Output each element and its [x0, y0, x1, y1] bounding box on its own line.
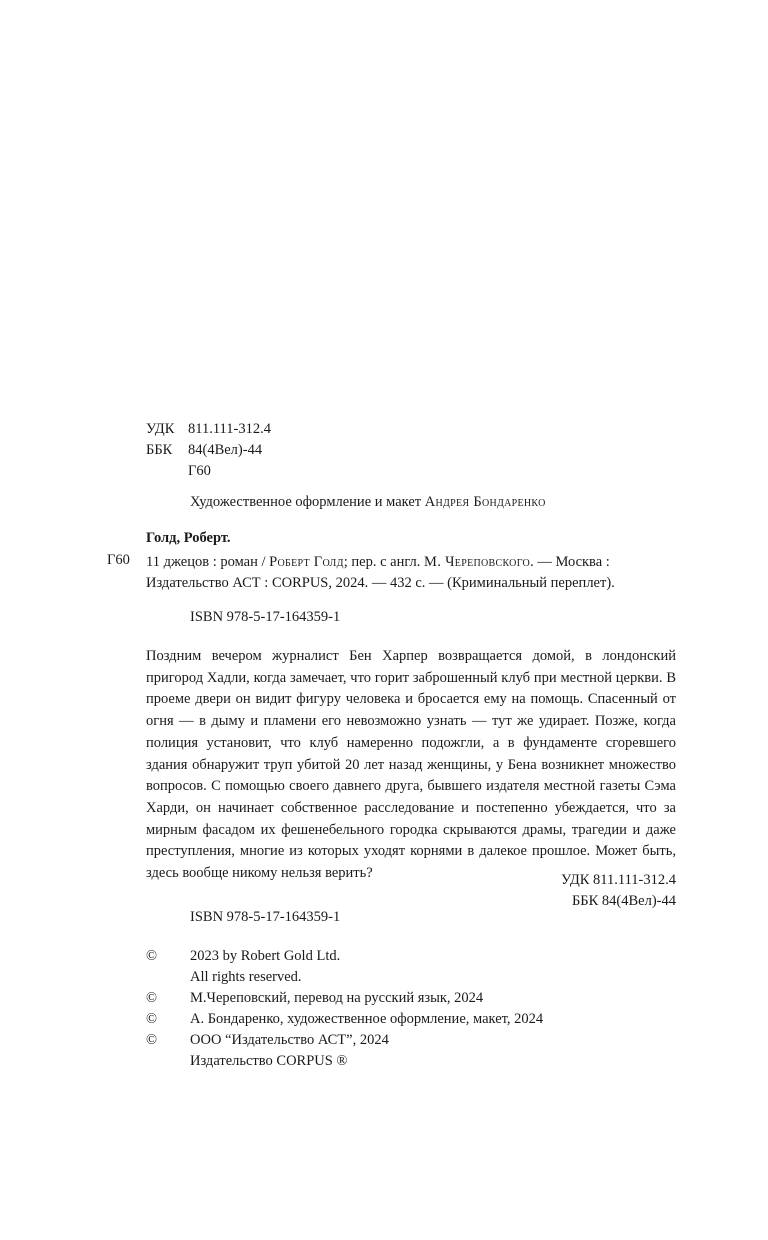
copyright-symbol: ©	[146, 1032, 158, 1048]
classification-block	[146, 419, 271, 482]
copyright-symbol: ©	[146, 1011, 158, 1027]
copyright-line	[146, 967, 543, 988]
udk-right: УДК 811.111-312.4	[561, 872, 676, 888]
copyright-text: М.Череповский, перевод на русский язык, 2024	[190, 990, 484, 1006]
isbn-bottom: ISBN 978-5-17-164359-1	[190, 909, 341, 925]
isbn-top: ISBN 978-5-17-164359-1	[190, 609, 341, 625]
bib-line-2: Издательство АСТ : CORPUS, 2024. — 432 с. — (Криминальный переплет).	[146, 575, 615, 591]
author-heading: Голд, Роберт.	[146, 530, 231, 546]
copyright-text: All rights reserved.	[190, 969, 302, 985]
bib-place: . — Москва :	[530, 554, 610, 570]
copyright-text: 2023 by Robert Gold Ltd.	[190, 948, 341, 964]
annotation-text: Поздним вечером журналист Бен Харпер возвращается домой, в лондонский пригород Хадли, когда замечает, что горит заброшенный клуб при местной церкви. В проеме двери он видит фигуру человека и бросается ему на помощь. Спасенный от огня — в дыму и пламени его невозможно узнать — тут же удирает. Позже, когда полиция установит, что клуб намеренно подожгли, а в фундаменте сгоревшего здания обнаружит труп убитой 20 лет назад женщины, у Бена возникнет множество вопросов. С помощью своего давнего друга, бывшего издателя местной газеты Сэма Харди, он начинает собственное расследование и постепенно убеждается, что за мирным фасадом их фешенебельного городка скрываются драмы, трагедии и даже преступления, многие из которых уходят корнями в далекое прошлое. Может быть, здесь вообще никому нельзя верить?	[146, 648, 676, 882]
copyright-symbol: ©	[146, 948, 158, 964]
udk-value: 811.111-312.4	[188, 421, 271, 437]
copyright-line	[146, 988, 543, 1009]
bib-translation: ; пер. с англ.	[343, 554, 425, 570]
bibliographic-description	[146, 552, 615, 594]
udk-label: УДК	[146, 421, 175, 437]
copyright-symbol	[146, 1051, 190, 1072]
copyright-symbol: ©	[146, 990, 158, 1006]
copyright-text: ООО “Издательство АСТ”, 2024	[190, 1032, 389, 1048]
bbk-value: 84(4Вел)-44	[188, 442, 263, 458]
annotation	[146, 646, 676, 885]
copyright-line	[146, 1051, 543, 1072]
bib-title: 11 джецов : роман /	[146, 554, 270, 570]
bib-translator: М. Череповского	[424, 554, 531, 570]
udk-row	[146, 419, 271, 440]
side-author-mark: Г60	[107, 552, 130, 568]
bbk-right: ББК 84(4Вел)-44	[571, 893, 676, 909]
bbk-label: ББК	[146, 442, 173, 458]
copyright-text: А. Бондаренко, художественное оформление, макет, 2024	[190, 1011, 544, 1027]
copyright-line	[146, 946, 543, 967]
bbk-row	[146, 440, 271, 461]
designer-name: Андрея Бондаренко	[424, 494, 546, 510]
design-credit	[190, 494, 546, 511]
copyright-text: Издательство CORPUS ®	[190, 1053, 348, 1069]
bib-line-1	[146, 552, 615, 573]
design-credit-text: Художественное оформление и макет	[190, 494, 425, 510]
author-mark: Г60	[188, 463, 211, 479]
copyright-line	[146, 1009, 543, 1030]
copyright-symbol	[146, 967, 190, 988]
author-mark-row	[146, 461, 271, 482]
classification-right	[561, 870, 676, 912]
copyright-line	[146, 1030, 543, 1051]
copyright-block	[146, 946, 543, 1072]
bib-author: Роберт Голд	[269, 554, 344, 570]
